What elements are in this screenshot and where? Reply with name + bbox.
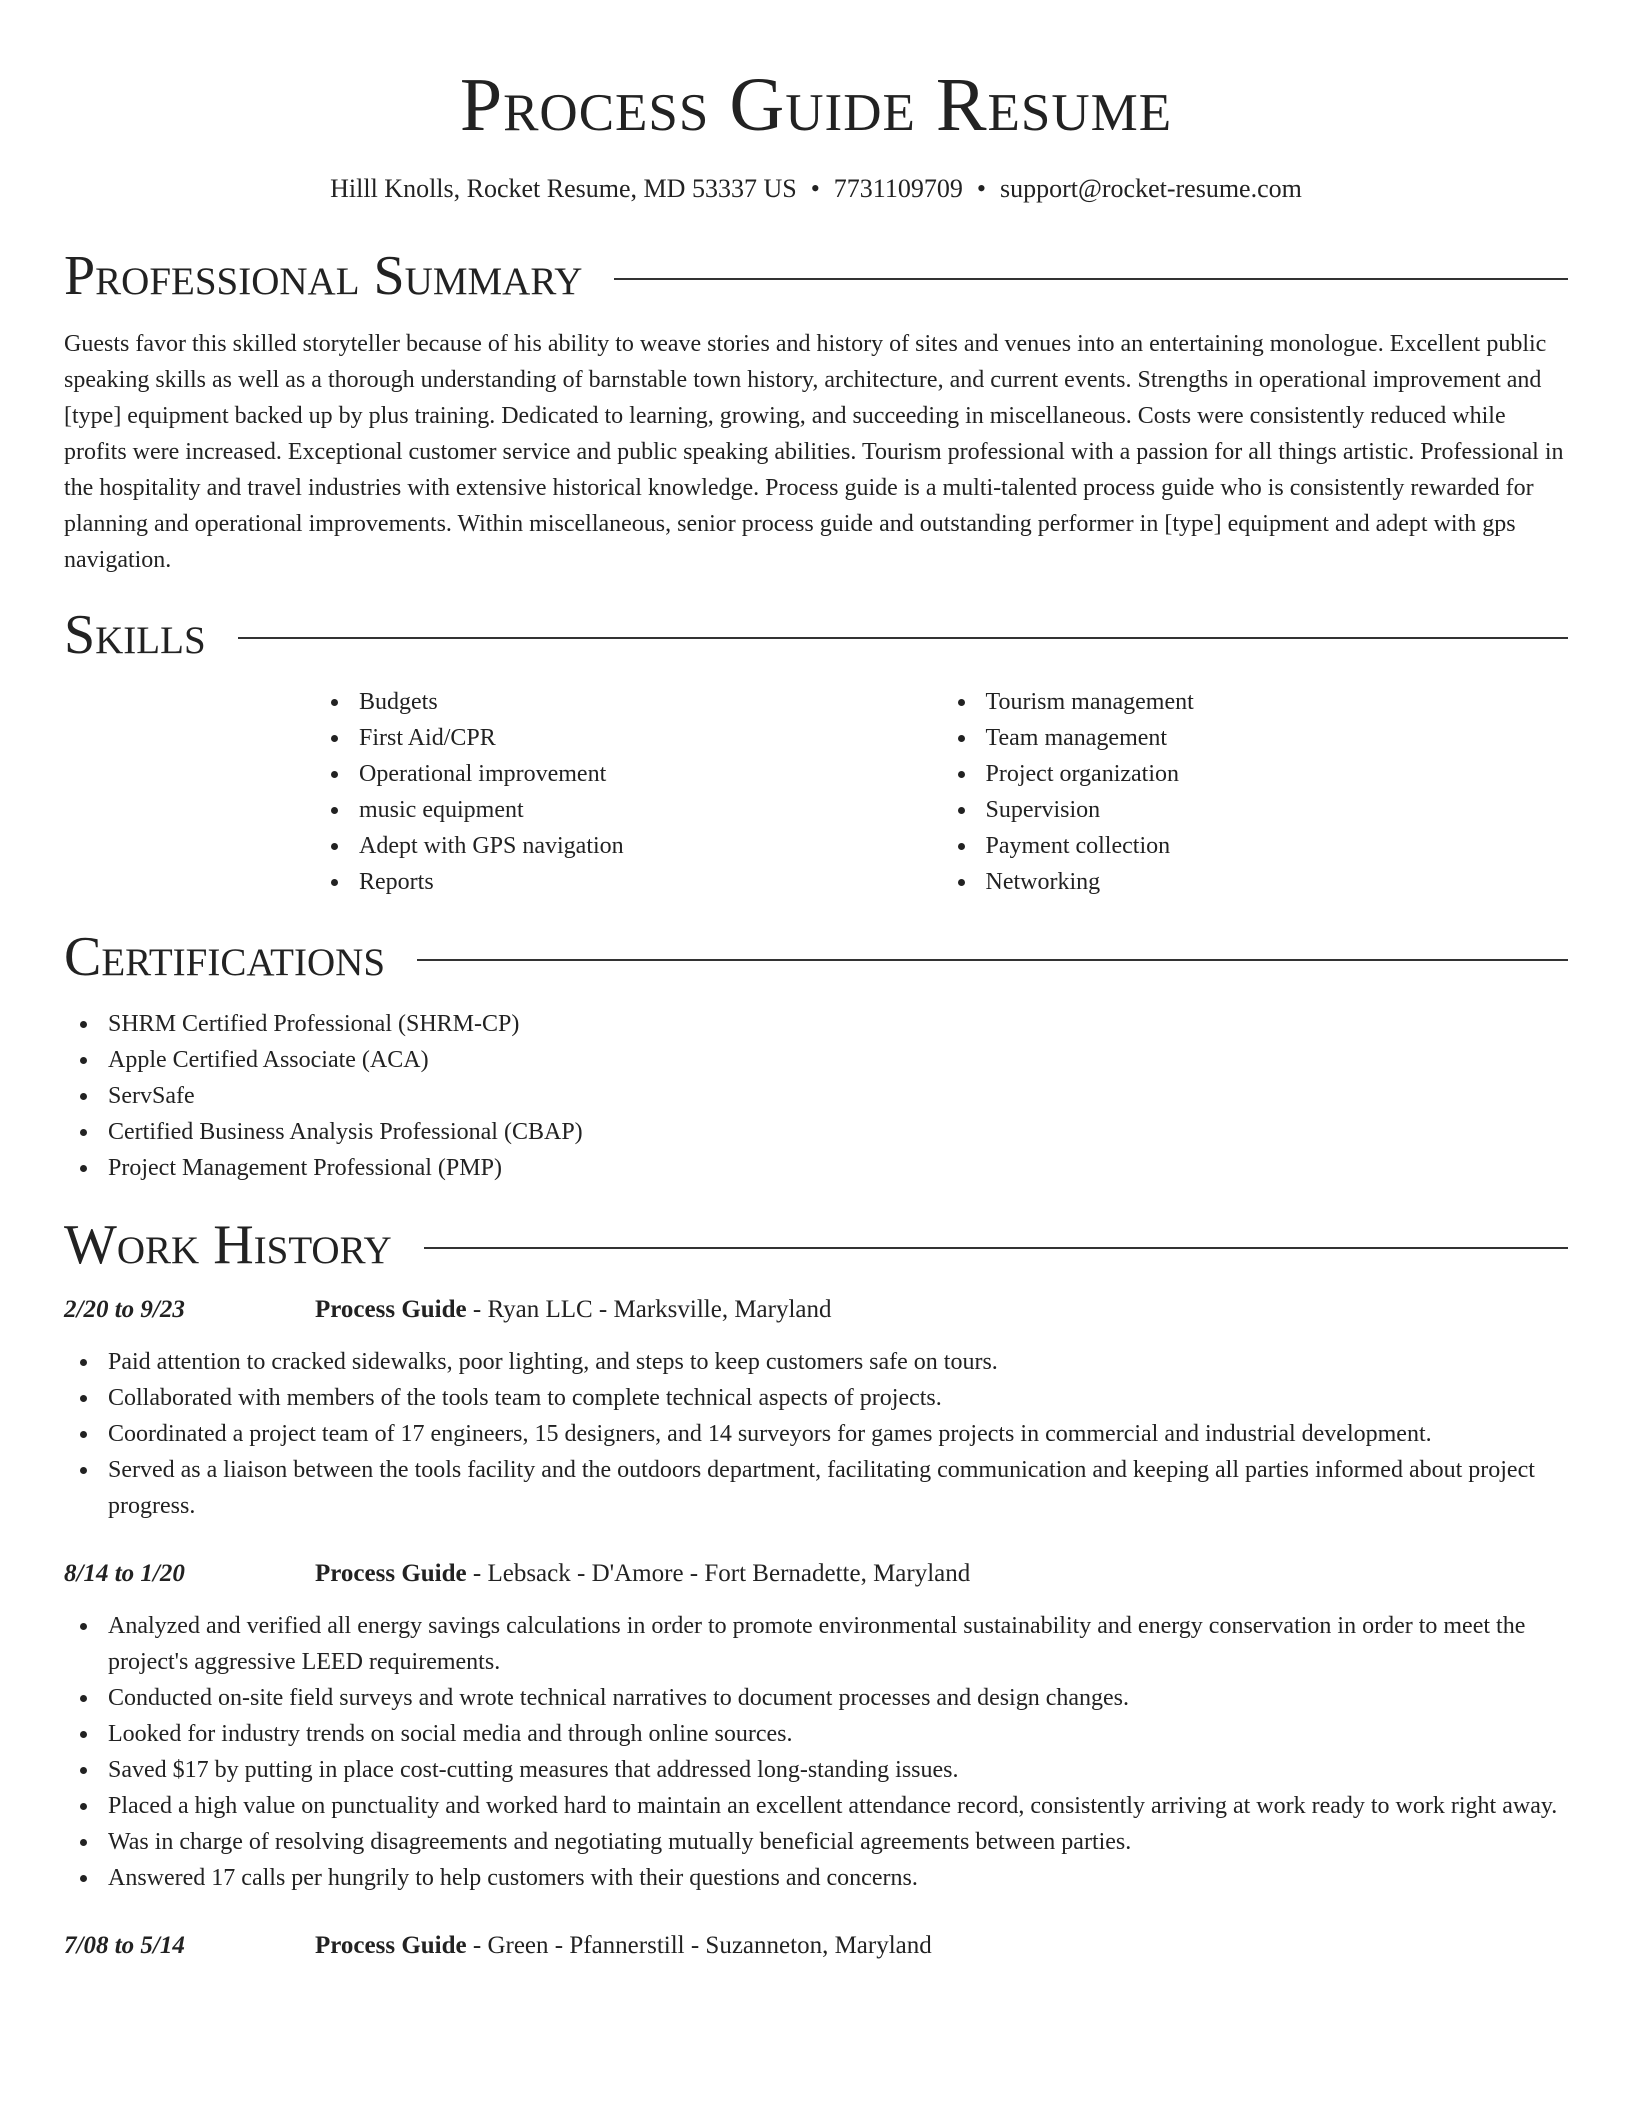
contact-separator: • xyxy=(976,174,986,203)
skill-item: First Aid/CPR xyxy=(359,720,942,756)
skills-section xyxy=(64,600,1568,900)
contact-separator: • xyxy=(810,174,820,203)
resume-page xyxy=(64,0,1568,1964)
certifications-heading: Certifications xyxy=(64,926,386,988)
skill-item: Supervision xyxy=(986,792,1569,828)
skill-item: Budgets xyxy=(359,684,942,720)
job-employer: - Green - Pfannerstill - Suzanneton, Maryland xyxy=(466,1932,932,1959)
job-title: Process Guide xyxy=(315,1560,467,1587)
certification-item: Project Management Professional (PMP) xyxy=(108,1150,1568,1186)
job-heading xyxy=(315,1556,970,1592)
job-header xyxy=(64,1292,1568,1328)
skills-grid xyxy=(315,684,1568,900)
work-history-header xyxy=(64,1210,1568,1280)
job-duties-list xyxy=(64,1344,1568,1524)
skills-list-left xyxy=(315,684,942,900)
work-history-heading: Work History xyxy=(64,1214,392,1276)
job-header xyxy=(64,1928,1568,1964)
summary-text: Guests favor this skilled storyteller because of his ability to weave stories and history of sites and venues into an entertaining monologue. Excellent public speaking skills as well as a thorough understanding of barnstable town history, architecture, and current events. Strengths in operational improvement and [type] equipment backed up by plus training. Dedicated to learning, growing, and succeeding in miscellaneous. Costs were consistently reduced while profits were increased. Exceptional customer service and public speaking abilities. Tourism professional with a passion for all things artistic. Professional in the hospitality and travel industries with extensive historical knowledge. Process guide is a multi-talented process guide who is consistently rewarded for planning and operational improvements. Within miscellaneous, senior process guide and outstanding performer in [type] equipment and adept with gps navigation. xyxy=(64,331,1564,573)
skill-item: Tourism management xyxy=(986,684,1569,720)
skill-item: Reports xyxy=(359,864,942,900)
job-header xyxy=(64,1556,1568,1592)
certification-item: ServSafe xyxy=(108,1078,1568,1114)
contact-line xyxy=(64,172,1568,206)
contact-address: Hilll Knolls, Rocket Resume, MD 53337 US xyxy=(330,174,797,203)
certification-item: Certified Business Analysis Professional (CBAP) xyxy=(108,1114,1568,1150)
section-divider xyxy=(614,278,1568,280)
job-duty: Placed a high value on punctuality and worked hard to maintain an excellent attendance record, consistently arriving at work ready to work right away. xyxy=(108,1788,1568,1824)
skill-item: Project organization xyxy=(986,756,1569,792)
skill-item: music equipment xyxy=(359,792,942,828)
skill-item: Networking xyxy=(986,864,1569,900)
certifications-list xyxy=(64,1006,1568,1186)
contact-phone: 7731109709 xyxy=(833,174,963,203)
job-duty: Answered 17 calls per hungrily to help customers with their questions and concerns. xyxy=(108,1860,1568,1896)
skill-item: Adept with GPS navigation xyxy=(359,828,942,864)
contact-email: support@rocket-resume.com xyxy=(999,174,1302,203)
job-title: Process Guide xyxy=(315,1296,467,1323)
skill-item: Payment collection xyxy=(986,828,1569,864)
skills-heading: Skills xyxy=(64,604,206,666)
skill-item: Operational improvement xyxy=(359,756,942,792)
job-duty: Served as a liaison between the tools facility and the outdoors department, facilitating communication and keeping all parties informed about project progress. xyxy=(108,1452,1568,1524)
job-duty: Paid attention to cracked sidewalks, poor lighting, and steps to keep customers safe on tours. xyxy=(108,1344,1568,1380)
job-duty: Analyzed and verified all energy savings calculations in order to promote environmental sustainability and energy conservation in order to meet the project's aggressive LEED requirements. xyxy=(108,1608,1568,1680)
summary-heading: Professional Summary xyxy=(64,245,583,307)
section-divider xyxy=(424,1247,1568,1249)
job-duty: Was in charge of resolving disagreements and negotiating mutually beneficial agreements between parties. xyxy=(108,1824,1568,1860)
skill-item: Team management xyxy=(986,720,1569,756)
job-employer: - Lebsack - D'Amore - Fort Bernadette, Maryland xyxy=(466,1560,971,1587)
certification-item: Apple Certified Associate (ACA) xyxy=(108,1042,1568,1078)
skills-header xyxy=(64,600,1568,670)
job-entry xyxy=(64,1556,1568,1896)
section-divider xyxy=(417,959,1568,961)
job-entry xyxy=(64,1928,1568,1964)
job-duties-list xyxy=(64,1608,1568,1896)
job-employer: - Ryan LLC - Marksville, Maryland xyxy=(466,1296,832,1323)
work-history-section xyxy=(64,1210,1568,1964)
job-dates: 2/20 to 9/23 xyxy=(64,1296,185,1323)
job-heading xyxy=(315,1928,932,1964)
job-duty: Coordinated a project team of 17 engineers, 15 designers, and 14 surveyors for games projects in commercial and industrial development. xyxy=(108,1416,1568,1452)
resume-title: Process Guide Resume xyxy=(459,63,1173,147)
skills-list-right xyxy=(942,684,1569,900)
certifications-header xyxy=(64,922,1568,992)
summary-section xyxy=(64,241,1568,578)
job-title: Process Guide xyxy=(315,1932,467,1959)
job-duty: Looked for industry trends on social media and through online sources. xyxy=(108,1716,1568,1752)
certification-item: SHRM Certified Professional (SHRM-CP) xyxy=(108,1006,1568,1042)
job-duty: Saved $17 by putting in place cost-cutting measures that addressed long-standing issues. xyxy=(108,1752,1568,1788)
job-dates: 8/14 to 1/20 xyxy=(64,1560,185,1587)
job-duty: Conducted on-site field surveys and wrote technical narratives to document processes and design changes. xyxy=(108,1680,1568,1716)
job-duty: Collaborated with members of the tools team to complete technical aspects of projects. xyxy=(108,1380,1568,1416)
certifications-section xyxy=(64,922,1568,1186)
job-entry xyxy=(64,1292,1568,1524)
job-dates: 7/08 to 5/14 xyxy=(64,1932,185,1959)
section-divider xyxy=(238,637,1568,639)
job-heading xyxy=(315,1292,832,1328)
summary-header xyxy=(64,241,1568,311)
